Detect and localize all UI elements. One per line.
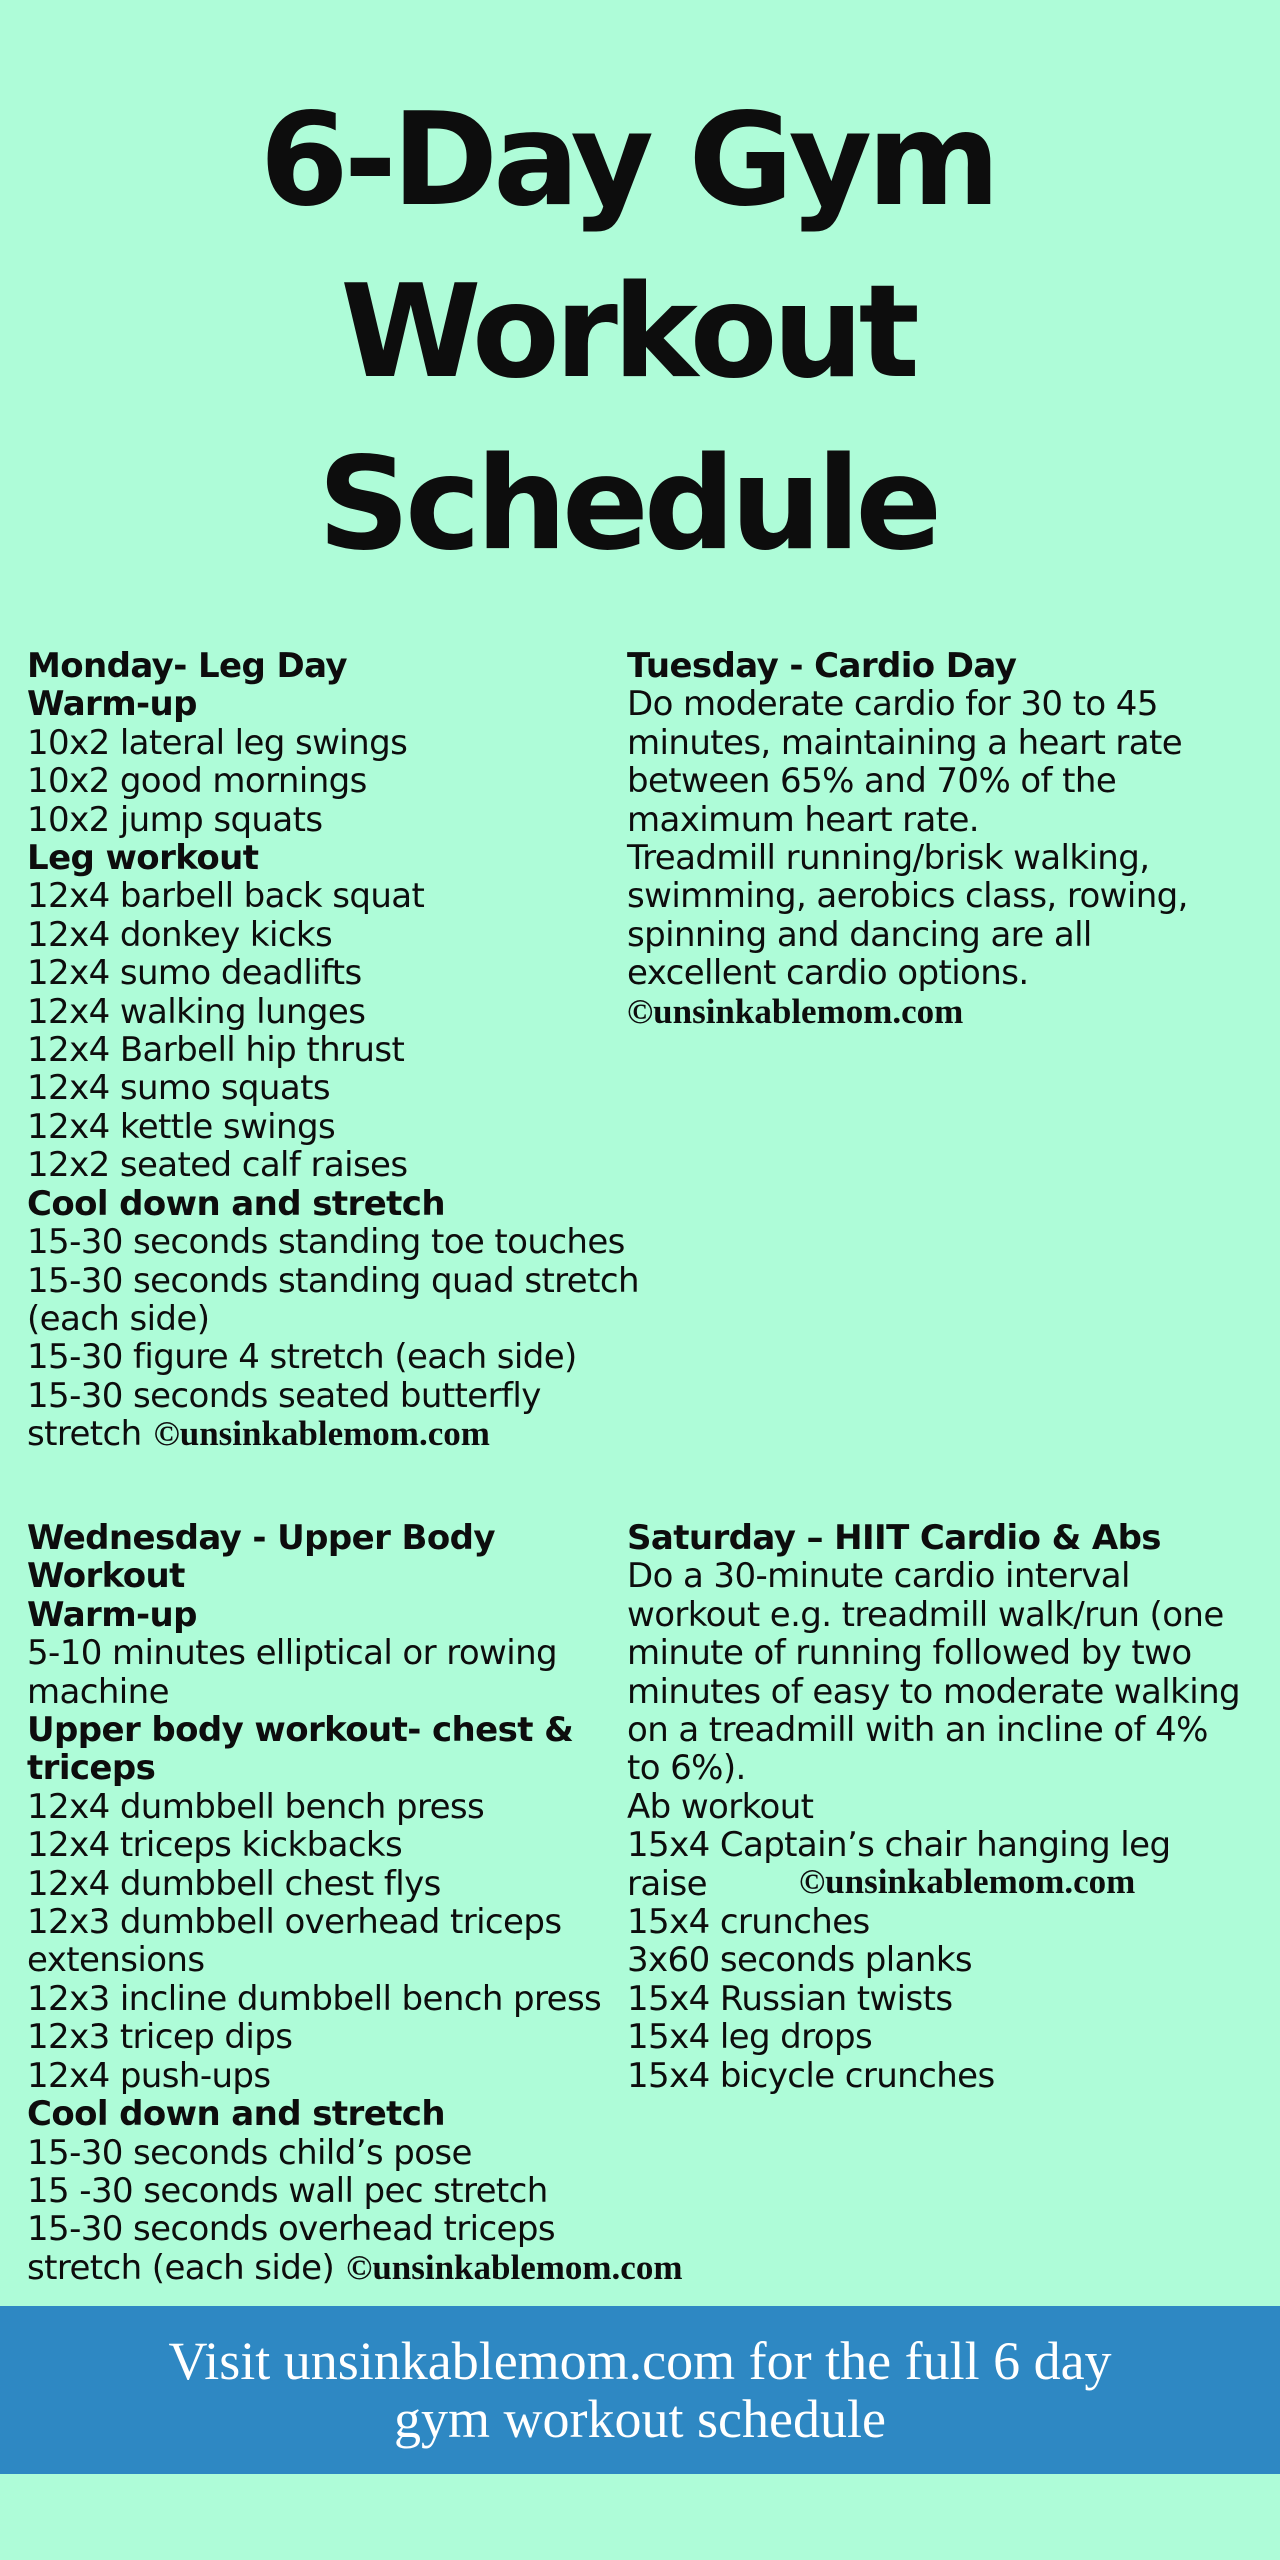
- credit-watermark: ©unsinkablemom.com: [346, 2247, 683, 2287]
- list-item-text: stretch: [27, 1414, 142, 1455]
- text-line: Treadmill running/brisk walking,: [627, 838, 1150, 879]
- list-item: 10x2 jump squats: [27, 799, 323, 840]
- list-item: 15-30 seconds standing quad stretch: [27, 1260, 639, 1301]
- day-heading: Monday- Leg Day: [27, 646, 347, 686]
- tuesday-section: [627, 647, 1188, 1031]
- title-line: 6-Day Gym: [259, 86, 996, 235]
- list-item: 15x4 bicycle crunches: [627, 2055, 995, 2096]
- text-line: minute of running followed by two: [627, 1633, 1192, 1674]
- day-heading: Saturday – HIIT Cardio & Abs: [627, 1518, 1161, 1558]
- text-line: to 6%).: [627, 1748, 746, 1789]
- list-item: 15-30 seconds child’s pose: [27, 2132, 472, 2173]
- list-item: 12x4 push-ups: [27, 2055, 271, 2096]
- text-line: Do moderate cardio for 30 to 45: [627, 684, 1158, 725]
- list-item: (each side): [27, 1298, 210, 1339]
- section-heading: Upper body workout- chest &: [27, 1710, 574, 1751]
- list-item: 15x4 crunches: [627, 1902, 870, 1943]
- list-item: 15 -30 seconds wall pec stretch: [27, 2170, 548, 2211]
- list-item: 10x2 good mornings: [27, 761, 367, 802]
- credit-watermark: ©unsinkablemom.com: [153, 1414, 490, 1454]
- text-line: excellent cardio options.: [627, 953, 1029, 994]
- list-item: 12x4 donkey kicks: [27, 914, 333, 955]
- list-item: 12x4 walking lunges: [27, 991, 366, 1032]
- section-heading: Leg workout: [27, 838, 259, 879]
- text-line: minutes, maintaining a heart rate: [627, 722, 1183, 763]
- section-heading: triceps: [27, 1748, 156, 1789]
- page-title: [0, 75, 1255, 591]
- day-heading: Tuesday - Cardio Day: [627, 646, 1017, 686]
- text-line: minutes of easy to moderate walking: [627, 1671, 1240, 1712]
- text-line: workout e.g. treadmill walk/run (one: [627, 1594, 1224, 1635]
- monday-section: [27, 647, 639, 1454]
- title-line: Workout: [340, 258, 915, 407]
- list-item-with-credit: [27, 1415, 639, 1453]
- list-item: 12x4 triceps kickbacks: [27, 1825, 403, 1866]
- list-item: 12x4 barbell back squat: [27, 876, 425, 917]
- wednesday-section: [27, 1519, 683, 2287]
- list-item: 12x4 dumbbell bench press: [27, 1786, 485, 1827]
- list-item: 15-30 seconds overhead triceps: [27, 2209, 555, 2250]
- list-item-text: stretch (each side): [27, 2247, 335, 2288]
- list-item: 12x4 Barbell hip thrust: [27, 1030, 405, 1071]
- banner-text-line: Visit unsinkablemom.com for the full 6 day: [168, 2331, 1112, 2391]
- day-heading: Workout: [27, 1556, 185, 1597]
- text-line: between 65% and 70% of the: [627, 761, 1117, 802]
- list-item: 12x3 dumbbell overhead triceps: [27, 1902, 562, 1943]
- list-item: 12x4 sumo squats: [27, 1068, 330, 1109]
- text-line: Ab workout: [627, 1786, 814, 1827]
- list-item: 12x4 sumo deadlifts: [27, 953, 362, 994]
- day-heading: Wednesday - Upper Body: [27, 1518, 495, 1558]
- text-line: on a treadmill with an incline of 4%: [627, 1710, 1208, 1751]
- list-item: machine: [27, 1671, 169, 1712]
- list-item: 12x4 kettle swings: [27, 1106, 336, 1147]
- text-line: swimming, aerobics class, rowing,: [627, 876, 1188, 917]
- section-heading: Warm-up: [27, 1594, 197, 1635]
- list-item: raise: [627, 1863, 707, 1904]
- list-item-with-credit: [27, 2249, 683, 2287]
- section-heading: Cool down and stretch: [27, 1183, 445, 1224]
- list-item: 15x4 Russian twists: [627, 1978, 953, 2019]
- credit-watermark: ©unsinkablemom.com: [799, 1862, 1136, 1901]
- list-item: 15x4 Captain’s chair hanging leg: [627, 1825, 1171, 1866]
- list-item: 15-30 seconds standing toe touches: [27, 1222, 625, 1263]
- list-item: 5-10 minutes elliptical or rowing: [27, 1633, 558, 1674]
- list-item: 15x4 leg drops: [627, 2017, 873, 2058]
- banner-text-line: gym workout schedule: [394, 2389, 886, 2449]
- list-item: 12x2 seated calf raises: [27, 1145, 408, 1186]
- text-line: maximum heart rate.: [627, 799, 980, 840]
- list-item: 12x3 incline dumbbell bench press: [27, 1978, 602, 2019]
- section-heading: Warm-up: [27, 684, 197, 725]
- list-item: 15-30 figure 4 stretch (each side): [27, 1337, 577, 1378]
- list-item: 3x60 seconds planks: [627, 1940, 973, 1981]
- credit-watermark: ©unsinkablemom.com: [627, 991, 964, 1031]
- section-heading: Cool down and stretch: [27, 2094, 445, 2135]
- list-item: 12x4 dumbbell chest flys: [27, 1863, 441, 1904]
- title-line: Schedule: [317, 430, 938, 579]
- text-line: spinning and dancing are all: [627, 914, 1092, 955]
- list-item: 12x3 tricep dips: [27, 2017, 293, 2058]
- list-item: 10x2 lateral leg swings: [27, 722, 408, 763]
- list-item: extensions: [27, 1940, 205, 1981]
- footer-banner: [0, 2306, 1280, 2474]
- list-item: 15-30 seconds seated butterfly: [27, 1375, 541, 1416]
- text-line: Do a 30-minute cardio interval: [627, 1556, 1130, 1597]
- saturday-section: [627, 1519, 1240, 2095]
